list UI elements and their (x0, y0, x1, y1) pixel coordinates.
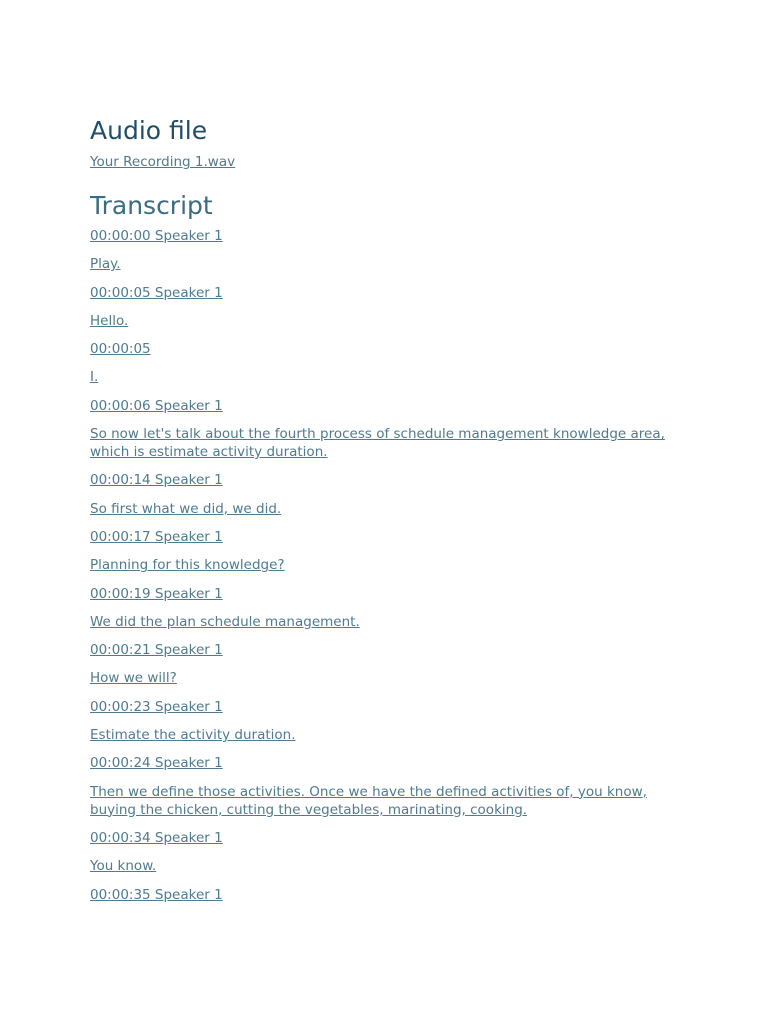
timestamp-link[interactable]: 00:00:35 Speaker 1 (90, 886, 223, 903)
transcript-text[interactable]: So now let's talk about the fourth process of schedule management knowledge area, which is estimate activity duration. (90, 426, 665, 461)
timestamp-link[interactable]: 00:00:24 Speaker 1 (90, 755, 223, 772)
timestamp-link[interactable]: 00:00:17 Speaker 1 (90, 528, 223, 545)
timestamp-link[interactable]: 00:00:21 Speaker 1 (90, 642, 223, 659)
transcript-heading: Transcript (90, 191, 213, 220)
timestamp-link[interactable]: 00:00:05 Speaker 1 (90, 284, 223, 301)
transcript-text[interactable]: Planning for this knowledge? (90, 557, 285, 574)
timestamp-link[interactable]: 00:00:23 Speaker 1 (90, 698, 223, 715)
transcript-entries (90, 227, 680, 904)
timestamp-link[interactable]: 00:00:34 Speaker 1 (90, 829, 223, 846)
transcript-text[interactable]: Play. (90, 256, 121, 273)
audio-file-link[interactable]: Your Recording 1.wav (90, 154, 236, 170)
transcript-text[interactable]: Estimate the activity duration. (90, 727, 296, 744)
timestamp-link[interactable]: 00:00:06 Speaker 1 (90, 397, 223, 414)
timestamp-link[interactable]: 00:00:00 Speaker 1 (90, 228, 223, 244)
transcript-text[interactable]: Then we define those activities. Once we have the defined activities of, you know, buying the chicken, cutting the vegetables, marinating, cooking. (90, 783, 647, 818)
timestamp-link[interactable]: 00:00:19 Speaker 1 (90, 585, 223, 602)
transcript-text[interactable]: How we will? (90, 670, 177, 687)
transcript-text[interactable]: Hello. (90, 312, 129, 329)
timestamp-link[interactable]: 00:00:05 (90, 341, 151, 358)
audio-file-heading: Audio file (90, 116, 208, 145)
document-page (90, 114, 680, 914)
timestamp-link[interactable]: 00:00:14 Speaker 1 (90, 472, 223, 489)
transcript-text[interactable]: We did the plan schedule management. (90, 613, 360, 630)
transcript-text[interactable]: So first what we did, we did. (90, 500, 282, 517)
transcript-text[interactable]: You know. (90, 858, 157, 875)
transcript-text[interactable]: I. (90, 369, 99, 386)
